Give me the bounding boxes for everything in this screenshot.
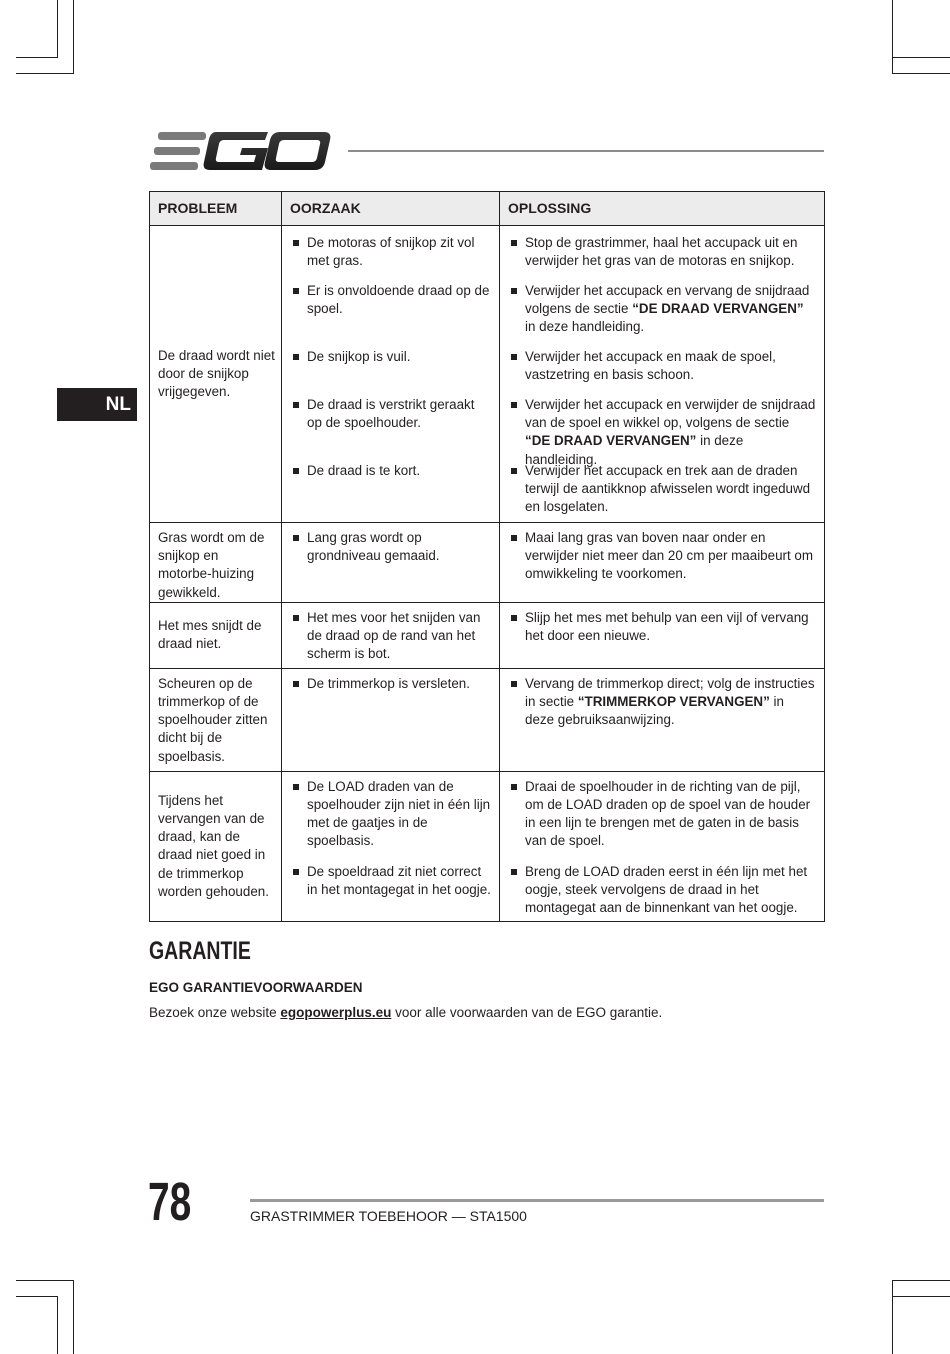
- table-row: [150, 668, 825, 771]
- section-reference: “DE DRAAD VERVANGEN”: [632, 301, 804, 317]
- cause-cell: [282, 668, 500, 771]
- warranty-text-before: Bezoek onze website: [149, 1005, 281, 1020]
- solution-text: Verwijder het accupack en vervang de snijdraad volgens de sectie: [525, 283, 810, 317]
- cause-item: De trimmerkop is versleten.: [282, 675, 499, 693]
- solution-item: Draai de spoelhouder in de richting van de pijl, om de LOAD draden op de spoel van de houder in een lijn te brengen met de gaten in de basis van de spoel.: [500, 778, 824, 863]
- solution-text: Verwijder het accupack en verwijder de snijdraad van de spoel en wikkel op, volgens de sectie: [525, 397, 816, 431]
- solution-cell: [500, 668, 825, 771]
- solution-text: in deze handleiding.: [525, 319, 645, 335]
- cause-item: De draad is verstrikt geraakt op de spoelhouder.: [282, 396, 499, 462]
- footer-product-title: GRASTRIMMER TOEBEHOOR — STA1500: [250, 1208, 527, 1224]
- warranty-subheading: EGO GARANTIEVOORWAARDEN: [149, 980, 363, 995]
- cause-item: De spoeldraad zit niet correct in het montagegat in het oogje.: [282, 863, 499, 917]
- language-tab: NL: [57, 388, 137, 421]
- crop-mark: [16, 73, 74, 74]
- cause-item: De LOAD draden van de spoelhouder zijn niet in één lijn met de gaatjes in de spoelbasis.: [282, 778, 499, 863]
- cause-cell: [282, 523, 500, 603]
- solution-cell: [500, 602, 825, 668]
- table-row: [150, 771, 825, 921]
- solution-item: [500, 282, 824, 348]
- solution-item: [500, 675, 824, 730]
- cause-cell: [282, 771, 500, 921]
- crop-mark: [57, 1296, 58, 1354]
- column-header-cause: OORZAAK: [282, 192, 500, 226]
- table-header-row: [150, 192, 825, 226]
- crop-mark: [73, 1280, 74, 1354]
- header-rule: [348, 150, 824, 152]
- footer-rule: [250, 1199, 824, 1202]
- solution-item: [500, 396, 824, 467]
- table-row: [150, 523, 825, 603]
- crop-mark: [16, 1280, 74, 1281]
- solution-item: Verwijder het accupack en trek aan de draden terwijl de aantikknop afwisselen wordt ingeduwd en losgelaten.: [500, 462, 824, 516]
- solution-item: Breng de LOAD draden eerst in één lijn met het oogje, steek vervolgens de draad in het montagegat aan de binnenkant van het oogje.: [500, 863, 824, 917]
- solution-text: Vervang de trimmerkop direct; volg de instructies in sectie: [525, 675, 815, 710]
- problem-cell: De draad wordt niet door de snijkop vrijgegeven.: [150, 226, 282, 523]
- crop-mark: [892, 1296, 950, 1297]
- solution-cell: [500, 226, 825, 523]
- solution-item: Slijp het mes met behulp van een vijl of vervang het door een nieuwe.: [500, 609, 824, 645]
- crop-mark: [57, 0, 58, 58]
- cause-item: Het mes voor het snijden van de draad op de rand van het scherm is bot.: [282, 609, 499, 664]
- cause-item: Er is onvoldoende draad op de spoel.: [282, 282, 499, 348]
- column-header-solution: OPLOSSING: [500, 192, 825, 226]
- crop-mark: [892, 0, 893, 74]
- crop-mark: [73, 0, 74, 74]
- website-link[interactable]: egopowerplus.eu: [280, 1005, 392, 1020]
- cause-cell: [282, 226, 500, 523]
- crop-mark: [892, 73, 950, 74]
- warranty-text-after: voor alle voorwaarden van de EGO garantie.: [391, 1005, 663, 1020]
- problem-cell: Tijdens het vervangen van de draad, kan de draad niet goed in de trimmerkop worden gehouden.: [150, 771, 282, 921]
- table-row: [150, 226, 825, 523]
- section-reference: “TRIMMERKOP VERVANGEN”: [577, 694, 770, 710]
- solution-item: Maai lang gras van boven naar onder en verwijder niet meer dan 20 cm per maaibeurt om omwikkeling te voorkomen.: [500, 529, 824, 584]
- table-row: [150, 602, 825, 668]
- section-reference: “DE DRAAD VERVANGEN”: [525, 433, 697, 449]
- problem-cell: Het mes snijdt de draad niet.: [150, 602, 282, 668]
- warranty-heading: GARANTIE: [149, 937, 251, 965]
- crop-mark: [892, 57, 950, 58]
- problem-cell: Gras wordt om de snijkop en motorbe-huizing gewikkeld.: [150, 523, 282, 603]
- warranty-text: [149, 1005, 662, 1020]
- solution-cell: [500, 771, 825, 921]
- cause-item: De motoras of snijkop zit vol met gras.: [282, 234, 499, 282]
- solution-cell: [500, 523, 825, 603]
- crop-mark: [16, 1296, 58, 1297]
- crop-mark: [16, 57, 58, 58]
- solution-text: in deze gebruiksaanwijzing.: [525, 694, 784, 728]
- crop-mark: [892, 1280, 950, 1281]
- column-header-problem: PROBLEEM: [150, 192, 282, 226]
- ego-logo: [150, 130, 332, 172]
- cause-item: De draad is te kort.: [282, 462, 499, 516]
- problem-cell: Scheuren op de trimmerkop of de spoelhouder zitten dicht bij de spoelbasis.: [150, 668, 282, 771]
- page-number: 78: [148, 1172, 192, 1232]
- solution-text: in deze handleiding.: [525, 433, 744, 467]
- cause-item: Lang gras wordt op grondniveau gemaaid.: [282, 529, 499, 565]
- solution-item: Verwijder het accupack en maak de spoel, vastzetring en basis schoon.: [500, 348, 824, 396]
- crop-mark: [892, 1280, 893, 1354]
- cause-cell: [282, 602, 500, 668]
- troubleshooting-table: [149, 191, 825, 922]
- cause-item: De snijkop is vuil.: [282, 348, 499, 396]
- solution-item: Stop de grastrimmer, haal het accupack uit en verwijder het gras van de motoras en snijkop.: [500, 234, 824, 282]
